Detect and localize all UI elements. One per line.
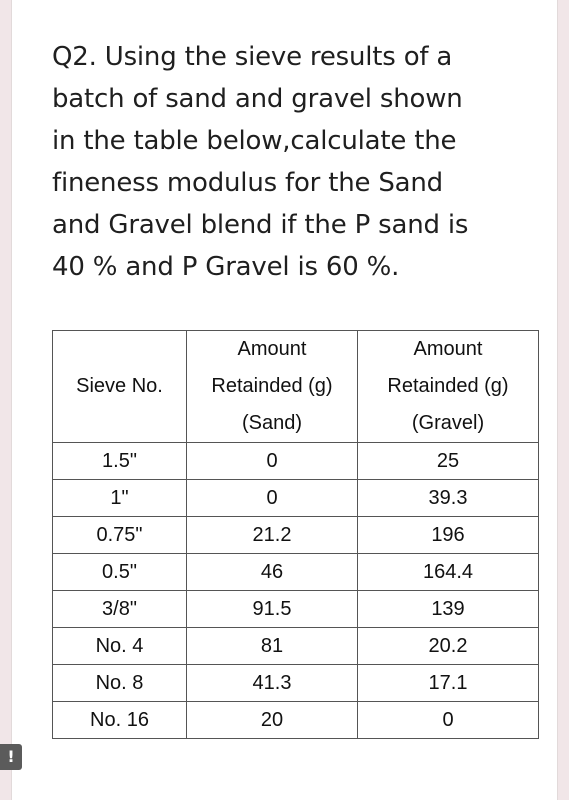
- sieve-cell: 0.5": [53, 554, 187, 591]
- sand-cell: 46: [187, 554, 358, 591]
- sieve-cell: 1": [53, 480, 187, 517]
- header-gravel-line1: Amount: [358, 331, 539, 369]
- table-row: [53, 517, 539, 554]
- question-line: 40 % and P Gravel is 60 %.: [52, 252, 400, 282]
- sieve-cell: No. 16: [53, 702, 187, 739]
- sieve-cell: No. 4: [53, 628, 187, 665]
- table-row: [53, 702, 539, 739]
- sieve-cell: 0.75": [53, 517, 187, 554]
- header-gravel-line3: (Gravel): [358, 405, 539, 443]
- header-sand-line1: Amount: [187, 331, 358, 369]
- content-card: [11, 0, 558, 800]
- gravel-cell: 17.1: [358, 665, 539, 702]
- alert-icon[interactable]: !: [0, 744, 22, 770]
- table-row: [53, 665, 539, 702]
- table-header-row: [53, 405, 539, 443]
- question-line: batch of sand and gravel shown: [52, 84, 463, 114]
- table-row: [53, 443, 539, 480]
- table-row: [53, 628, 539, 665]
- gravel-cell: 39.3: [358, 480, 539, 517]
- question-line: Q2. Using the sieve results of a: [52, 42, 453, 72]
- header-sieve-no: Sieve No.: [53, 368, 187, 405]
- gravel-cell: 25: [358, 443, 539, 480]
- sand-cell: 91.5: [187, 591, 358, 628]
- sand-cell: 0: [187, 443, 358, 480]
- gravel-cell: 196: [358, 517, 539, 554]
- gravel-cell: 164.4: [358, 554, 539, 591]
- sieve-cell: 3/8": [53, 591, 187, 628]
- gravel-cell: 139: [358, 591, 539, 628]
- table-row: [53, 480, 539, 517]
- question-text: [52, 36, 542, 288]
- sand-cell: 81: [187, 628, 358, 665]
- table-header-row: [53, 331, 539, 369]
- gravel-cell: 0: [358, 702, 539, 739]
- header-gravel-line2: Retainded (g): [358, 368, 539, 405]
- sieve-results-table: [52, 330, 539, 739]
- sieve-cell: No. 8: [53, 665, 187, 702]
- question-line: fineness modulus for the Sand: [52, 168, 443, 198]
- header-cell-empty: [53, 331, 187, 369]
- question-line: in the table below,calculate the: [52, 126, 457, 156]
- header-cell-empty: [53, 405, 187, 443]
- sand-cell: 21.2: [187, 517, 358, 554]
- header-sand-line3: (Sand): [187, 405, 358, 443]
- table-header-row: [53, 368, 539, 405]
- sand-cell: 41.3: [187, 665, 358, 702]
- table-row: [53, 591, 539, 628]
- header-sand-line2: Retainded (g): [187, 368, 358, 405]
- gravel-cell: 20.2: [358, 628, 539, 665]
- sieve-table-wrapper: [52, 330, 538, 739]
- sieve-cell: 1.5": [53, 443, 187, 480]
- sand-cell: 0: [187, 480, 358, 517]
- question-line: and Gravel blend if the P sand is: [52, 210, 469, 240]
- table-row: [53, 554, 539, 591]
- sand-cell: 20: [187, 702, 358, 739]
